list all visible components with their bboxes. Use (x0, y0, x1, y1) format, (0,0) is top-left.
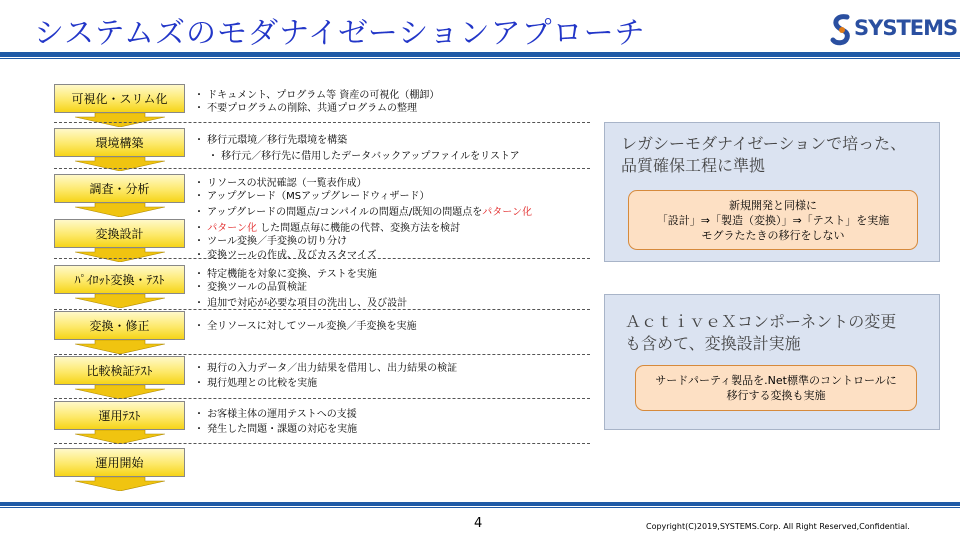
desc-conversion-design (194, 222, 460, 262)
panel-note: 新規開発と同様に 「設計」⇒「製造（変換）」⇒「テスト」を実施 モグラたたきの移行をしない (628, 190, 918, 250)
step-operation-test: 運用ﾃｽﾄ (54, 401, 185, 430)
panel-heading: ＡｃｔｉｖｅＸコンポーネントの変更 も含めて、変換設計実施 (625, 312, 897, 353)
page-title: システムズのモダナイゼーションアプローチ (34, 16, 646, 51)
down-arrow-icon (75, 430, 165, 444)
desc-line: ・ 移行元環境／移行先環境を構築 (194, 135, 348, 146)
row-divider (54, 168, 590, 169)
panel-heading: レガシーモダナイゼーションで培った、 品質確保工程に準拠 (621, 134, 907, 175)
panel-note: サードパーティ製品を.Net標準のコントロールに 移行する変換も実施 (635, 365, 917, 411)
desc-comparison-test (194, 362, 457, 391)
logo-wordmark: SYSTEMS (854, 16, 958, 40)
desc-operation-test (194, 408, 357, 437)
desc-line: ・ 不要プログラムの削除、共通プログラムの整理 (194, 103, 417, 115)
footer-rule-thin (0, 507, 960, 508)
step-go-live: 運用開始 (54, 448, 185, 477)
callout-panel-quality (604, 122, 940, 262)
desc-analysis (194, 177, 532, 219)
desc-line: ・ アップグレード（MSアップグレードウィザード） (194, 191, 430, 203)
highlight-text: パターン化 (482, 206, 533, 218)
desc-line: ・ パターン化 した問題点毎に機能の代替、変換方法を検討 (194, 223, 461, 234)
desc-environment (194, 134, 520, 164)
row-divider (54, 122, 590, 123)
desc-line: ・ 全リソースに対してツール変換／手変換を実施 (194, 321, 417, 332)
desc-visualize (194, 89, 439, 116)
desc-subline: ・ 移行元／移行先に借用したデータバックアップファイルをリストア (208, 151, 520, 163)
highlight-text: パターン化 (207, 223, 257, 234)
desc-line: ・ 現行処理との比較を実施 (194, 378, 318, 390)
footer-rule (0, 502, 960, 506)
desc-line: ・ リソースの状況確認（一覧表作成） (194, 178, 367, 189)
header-rule-thin (0, 58, 960, 59)
down-arrow-icon (75, 477, 165, 491)
row-divider (54, 398, 590, 399)
step-comparison-test: 比較検証ﾃｽﾄ (54, 356, 185, 385)
desc-line: ・ 発生した問題・課題の対応を実施 (194, 424, 358, 436)
desc-line: ・ 追加で対応が必要な項目の洗出し、及び設計 (194, 297, 408, 309)
row-divider (54, 354, 590, 355)
step-analysis: 調査・分析 (54, 174, 185, 203)
desc-line: ・ アップグレードの問題点/コンパイルの問題点/既知の問題点をパターン化 (194, 206, 533, 218)
step-visualize: 可視化・スリム化 (54, 84, 185, 113)
page-number: 4 (474, 516, 483, 531)
desc-line: ・ 変換ツールの品質検証 (194, 282, 307, 294)
row-divider (54, 443, 590, 444)
step-conversion: 変換・修正 (54, 311, 185, 340)
copyright-notice: Copyright(C)2019,SYSTEMS.Corp. All Right Reserved,Confidential. (646, 522, 910, 531)
down-arrow-icon (75, 294, 165, 308)
down-arrow-icon (75, 385, 165, 399)
down-arrow-icon (75, 113, 165, 127)
header-rule (0, 52, 960, 57)
down-arrow-icon (75, 248, 165, 262)
step-pilot: ﾊﾟｲﾛｯﾄ変換・ﾃｽﾄ (54, 265, 185, 294)
down-arrow-icon (75, 340, 165, 354)
desc-line: ・ ツール変換／手変換の切り分け (194, 236, 347, 248)
step-conversion-design: 変換設計 (54, 219, 185, 248)
desc-pilot (194, 268, 407, 310)
company-logo (830, 12, 958, 48)
down-arrow-icon (75, 203, 165, 217)
desc-line: ・ お客様主体の運用テストへの支援 (194, 409, 357, 420)
desc-line: ・ 現行の入力データ／出力結果を借用し、出力結果の検証 (194, 363, 458, 374)
desc-conversion (194, 320, 416, 333)
desc-line: ・ ドキュメント、プログラム等 資産の可視化（棚卸） (194, 90, 440, 101)
desc-line: ・ 特定機能を対象に変換、テストを実施 (194, 269, 377, 280)
step-environment: 環境構築 (54, 128, 185, 157)
logo-mark-icon (830, 13, 854, 47)
desc-line: ・ 変換ツールの作成、及びカスタマイズ (194, 249, 377, 261)
callout-panel-activex (604, 294, 940, 430)
